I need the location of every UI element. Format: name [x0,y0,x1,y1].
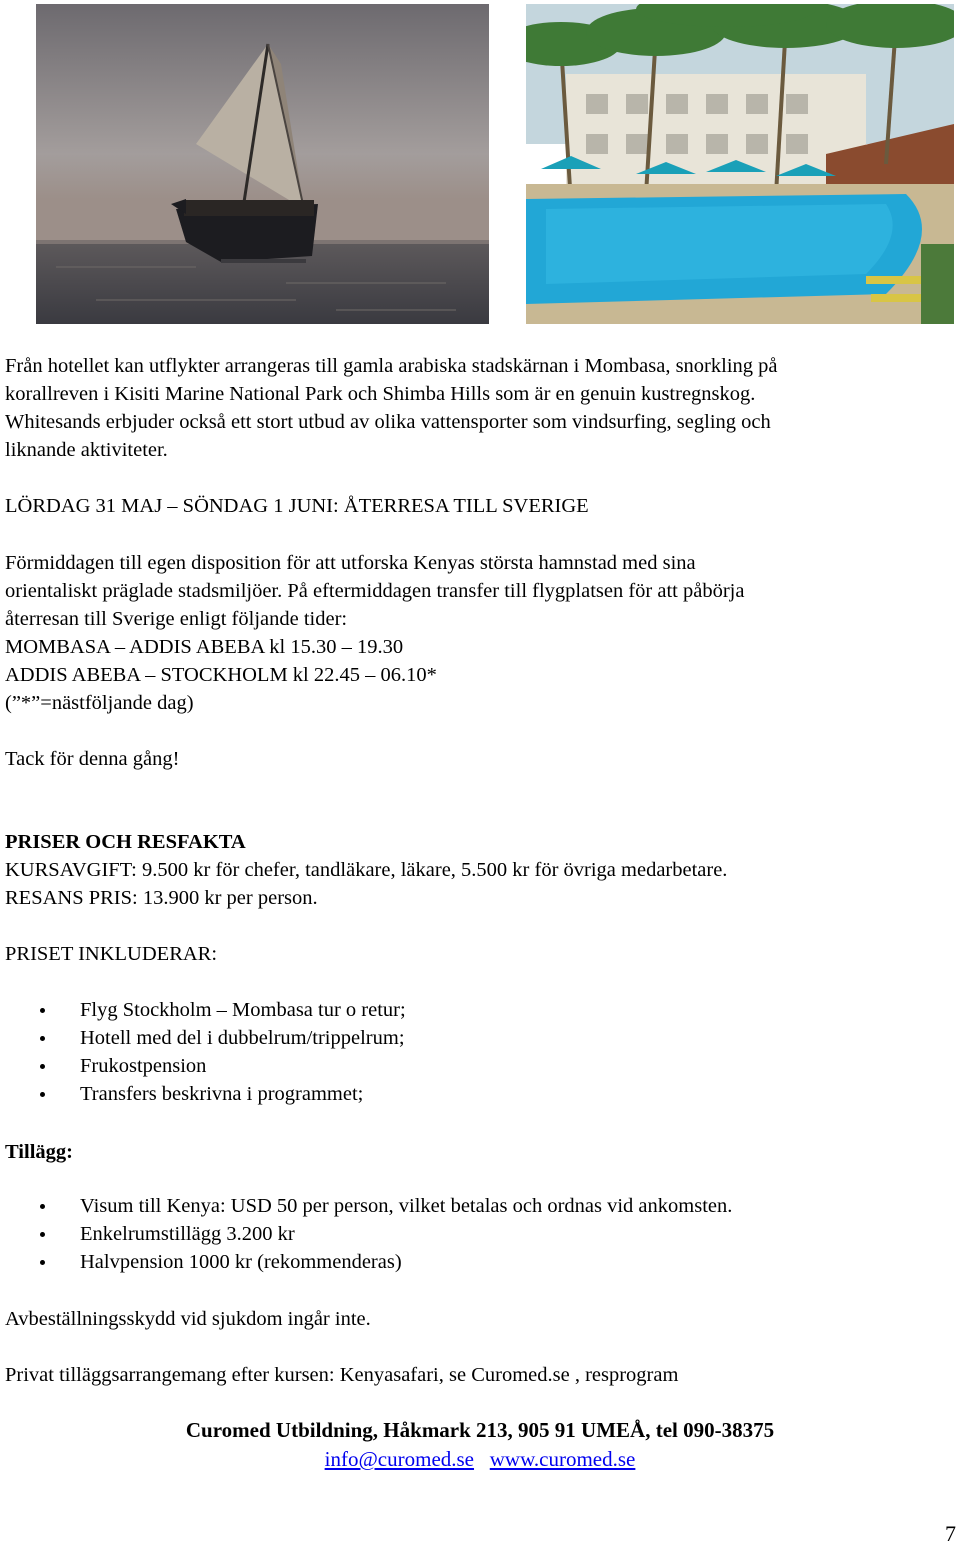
bullet-icon [40,1092,45,1097]
day-line: Förmiddagen till egen disposition för att utforska Kenyas största hamnstad med sina [5,552,696,574]
list-item: Frukostpension [0,1052,950,1080]
bullet-icon [40,1064,45,1069]
day-description [5,549,955,717]
bullet-icon [40,1204,45,1209]
day-heading: LÖRDAG 31 MAJ – SÖNDAG 1 JUNI: ÅTERRESA TILL SVERIGE [5,495,589,517]
thanks-text: Tack för denna gång! [5,748,180,770]
intro-line: Från hotellet kan utflykter arrangeras till gamla arabiska stadskärnan i Mombasa, snorkling på [5,355,778,377]
bullet-icon [40,1036,45,1041]
intro-line: liknande aktiviteter. [5,439,168,461]
list-item: Visum till Kenya: USD 50 per person, vilket betalas och ordnas vid ankomsten. [0,1192,950,1220]
footer-links [0,1445,960,1474]
bullet-icon [40,1232,45,1237]
dhow-photo [36,4,489,324]
extras-list [0,1192,950,1276]
website-link[interactable]: www.curomed.se [489,1447,636,1471]
hotel-pool-illustration [526,4,954,324]
hotel-pool-photo [526,4,954,324]
includes-list [0,996,950,1108]
page-number: 7 [945,1521,956,1546]
cancellation-text: Avbeställningsskydd vid sjukdom ingår inte. [5,1308,371,1330]
list-item: Hotell med del i dubbelrum/trippelrum; [0,1024,950,1052]
day-line: återresan till Sverige enligt följande tider: [5,608,348,630]
day-line: orientaliskt präglade stadsmiljöer. På eftermiddagen transfer till flygplatsen för att påbörja [5,580,745,602]
private-arrangement-text: Privat tilläggsarrangemang efter kursen: Kenyasafari, se Curomed.se , resprogram [5,1364,679,1386]
extras-heading: Tillägg: [5,1141,73,1163]
flight-line: ADDIS ABEBA – STOCKHOLM kl 22.45 – 06.10* [5,664,437,686]
intro-line: Whitesands erbjuder också ett stort utbud av olika vattensporter som vindsurfing, segling och [5,411,771,433]
prices-heading: PRISER OCH RESFAKTA [5,831,246,853]
bullet-icon [40,1008,45,1013]
intro-line: korallreven i Kisiti Marine National Park och Shimba Hills som är en genuin kustregnskog. [5,383,756,405]
includes-heading: PRISET INKLUDERAR: [5,943,218,965]
footer-company: Curomed Utbildning, Håkmark 213, 905 91 UMEÅ, tel 090-38375 [185,1418,775,1442]
list-item: Flyg Stockholm – Mombasa tur o retur; [0,996,950,1024]
list-item: Halvpension 1000 kr (rekommenderas) [0,1248,950,1276]
bullet-icon [40,1260,45,1265]
email-link[interactable]: info@curomed.se [324,1447,475,1471]
list-item: Enkelrumstillägg 3.200 kr [0,1220,950,1248]
flight-line: MOMBASA – ADDIS ABEBA kl 15.30 – 19.30 [5,636,404,658]
flight-note: (”*”=nästföljande dag) [5,692,194,714]
dhow-illustration [36,4,489,324]
course-fee: KURSAVGIFT: 9.500 kr för chefer, tandläkare, läkare, 5.500 kr för övriga medarbetare. [5,859,728,881]
list-item: Transfers beskrivna i programmet; [0,1080,950,1108]
trip-price: RESANS PRIS: 13.900 kr per person. [5,887,318,909]
intro-paragraph [5,352,955,464]
